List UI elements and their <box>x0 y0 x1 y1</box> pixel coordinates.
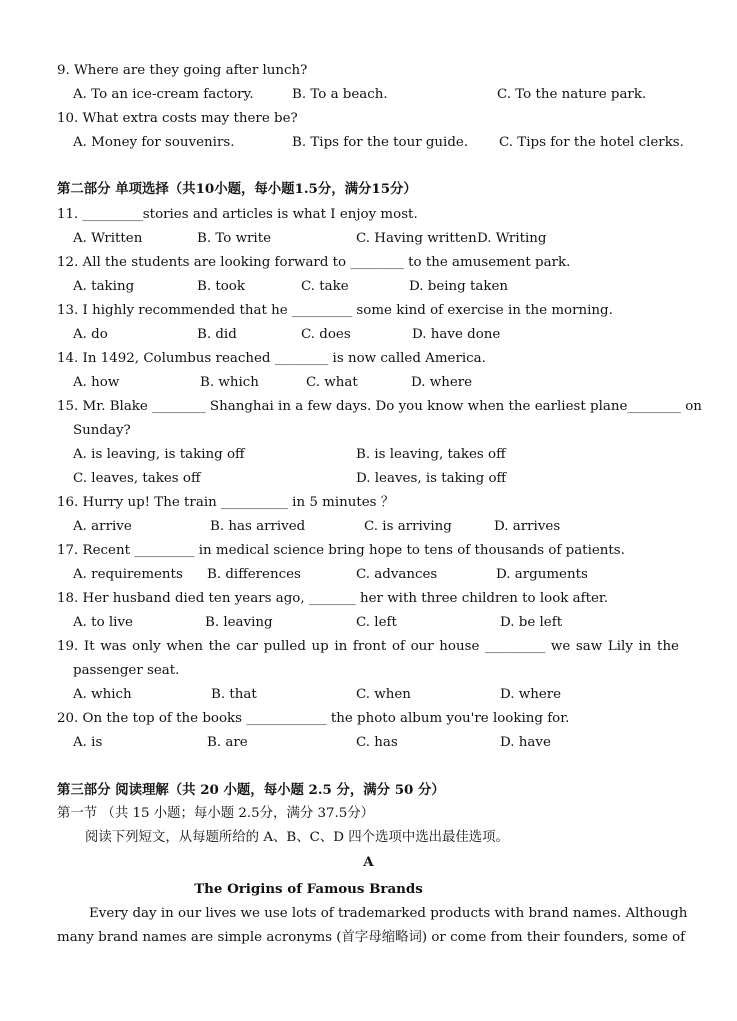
question-20-stem: 20. On the top of the books ____________ the photo album you're looking for. <box>57 711 570 726</box>
question-18-stem: 18. Her husband died ten years ago, _______ her with three children to look after. <box>57 591 609 606</box>
option-c: C. leaves, takes off <box>73 471 201 486</box>
option-d: D. leaves, is taking off <box>356 471 507 486</box>
question-19-stem: 19. It was only when the car pulled up in front of our house _________ we saw Lily in the <box>57 639 679 654</box>
option-c: C. is arriving <box>364 519 452 534</box>
option-d: D. be left <box>500 615 563 630</box>
option-b: B. took <box>197 279 245 294</box>
passage-letter: A <box>363 854 374 870</box>
option-a: A. how <box>73 375 120 390</box>
option-a: A. do <box>73 327 108 342</box>
section1-heading: 第一节 （共 15 小题；每小题 2.5分，满分 37.5分） <box>57 806 375 821</box>
question-19-stem-cont: passenger seat. <box>73 663 180 678</box>
option-c: C. what <box>306 375 358 390</box>
option-b: B. is leaving, takes off <box>356 447 506 462</box>
instruction: 阅读下列短文，从每题所给的 A、B、C、D 四个选项中选出最佳选项。 <box>85 830 509 845</box>
option-b: B. that <box>211 687 257 702</box>
option-b: B. are <box>207 735 248 750</box>
option-d: D. where <box>500 687 562 702</box>
question-17-stem: 17. Recent _________ in medical science bring hope to tens of thousands of patients. <box>57 543 625 558</box>
option-a: A. requirements <box>73 567 183 582</box>
question-9-stem: 9. Where are they going after lunch? <box>57 63 308 78</box>
part2-heading: 第二部分 单项选择（共10小题，每小题1.5分，满分15分） <box>57 181 417 197</box>
option-d: D. arguments <box>496 567 588 582</box>
option-d: D. have done <box>412 327 501 342</box>
option-a: A. arrive <box>73 519 132 534</box>
option-c: C. Tips for the hotel clerks. <box>499 135 684 150</box>
question-15-stem: 15. Mr. Blake ________ Shanghai in a few days. Do you know when the earliest plane________ on <box>57 399 702 414</box>
option-d: D. Writing <box>477 231 547 246</box>
option-c: C. does <box>301 327 351 342</box>
question-16-stem: 16. Hurry up! The train __________ in 5 minutes ？ <box>57 495 395 510</box>
part3-heading: 第三部分 阅读理解（共 20 小题，每小题 2.5 分，满分 50 分） <box>57 782 445 798</box>
question-14-stem: 14. In 1492, Columbus reached ________ is now called America. <box>57 351 486 366</box>
option-d: D. arrives <box>494 519 561 534</box>
option-a: A. taking <box>73 279 135 294</box>
option-c: C. To the nature park. <box>497 87 647 102</box>
paragraph-line: many brand names are simple acronyms (首字母缩略词) or come from their founders, some of <box>57 930 686 945</box>
option-a: A. is <box>73 735 103 750</box>
question-15-stem-cont: Sunday? <box>73 423 131 438</box>
paragraph-line: Every day in our lives we use lots of trademarked products with brand names. Although <box>89 906 688 921</box>
option-c: C. Having written <box>356 231 477 246</box>
option-b: B. differences <box>207 567 301 582</box>
option-c: C. has <box>356 735 398 750</box>
option-d: D. being taken <box>409 279 509 294</box>
question-11-stem: 11. _________stories and articles is what I enjoy most. <box>57 207 418 222</box>
option-b: B. To write <box>197 231 272 246</box>
option-b: B. leaving <box>205 615 273 630</box>
option-c: C. when <box>356 687 411 702</box>
option-b: B. did <box>197 327 237 342</box>
option-c: C. advances <box>356 567 438 582</box>
option-c: C. take <box>301 279 349 294</box>
option-b: B. which <box>200 375 259 390</box>
option-a: A. is leaving, is taking off <box>73 447 245 462</box>
option-d: D. where <box>411 375 473 390</box>
question-10-stem: 10. What extra costs may there be? <box>57 111 298 126</box>
option-d: D. have <box>500 735 551 750</box>
question-13-stem: 13. I highly recommended that he _________ some kind of exercise in the morning. <box>57 303 613 318</box>
option-a: A. To an ice-cream factory. <box>73 87 254 102</box>
question-12-stem: 12. All the students are looking forward to ________ to the amusement park. <box>57 255 571 270</box>
option-a: A. Written <box>73 231 143 246</box>
option-b: B. Tips for the tour guide. <box>292 135 469 150</box>
option-c: C. left <box>356 615 397 630</box>
option-b: B. has arrived <box>210 519 306 534</box>
option-a: A. to live <box>73 615 133 630</box>
passage-title: The Origins of Famous Brands <box>194 881 423 897</box>
option-a: A. Money for souvenirs. <box>73 135 235 150</box>
option-b: B. To a beach. <box>292 87 388 102</box>
option-a: A. which <box>73 687 132 702</box>
